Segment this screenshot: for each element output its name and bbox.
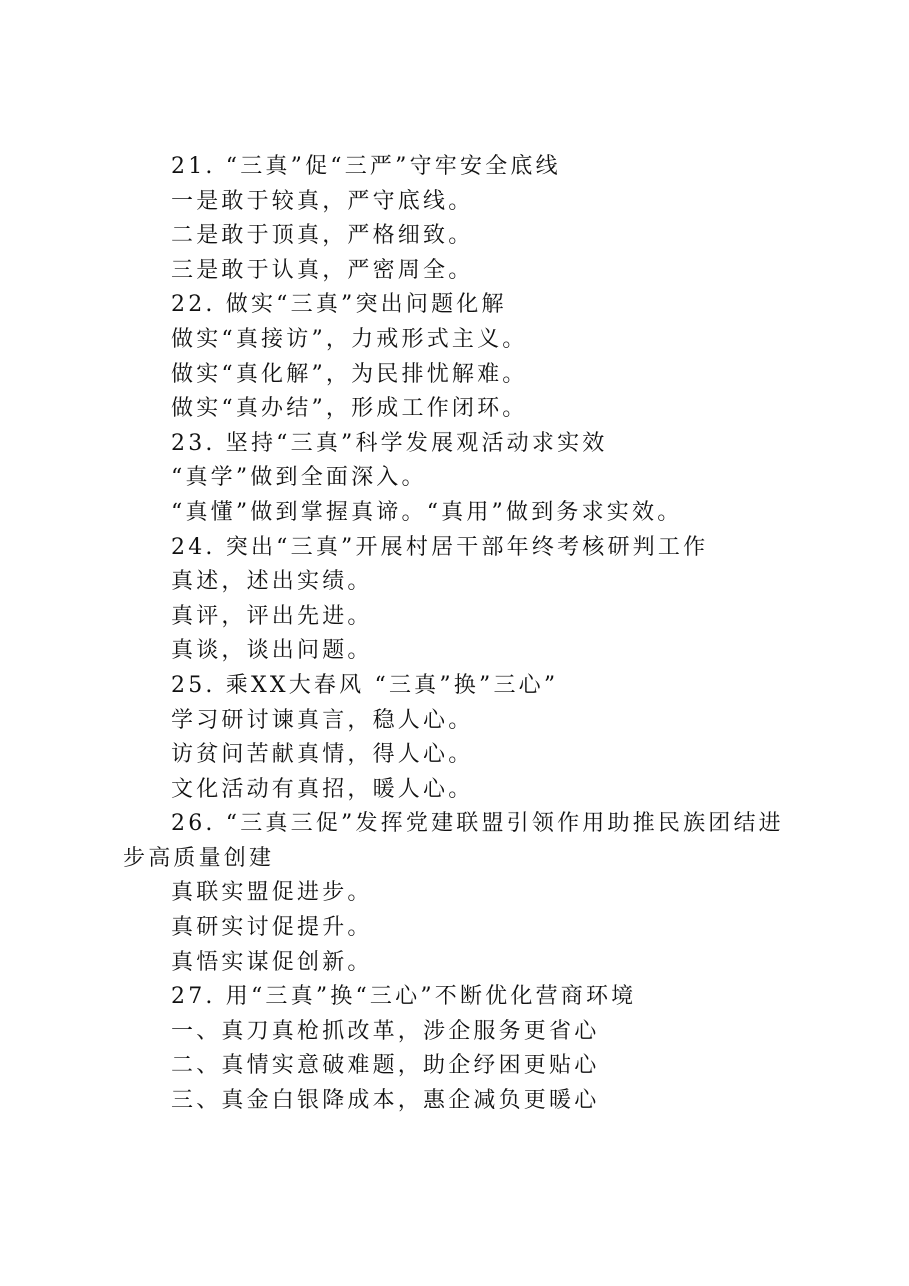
text-line: 真述，述出实绩。	[171, 569, 373, 595]
text-line: 访贫问苦献真情，得人心。	[171, 742, 474, 768]
text-line: 做实“真化解”，为民排忧解难。	[171, 361, 528, 387]
text-line: 一、真刀真枪抓改革，涉企服务更省心	[171, 1018, 600, 1044]
heading-23: 23. 坚持“三真”科学发展观活动求实效	[171, 430, 608, 456]
document-body	[123, 150, 803, 1119]
text-line: 真研实讨促提升。	[171, 915, 373, 941]
text-line: 真联实盟促进步。	[171, 880, 373, 906]
text-line: “真懂”做到掌握真谛。“真用”做到务求实效。	[171, 499, 683, 525]
text-line: 学习研讨谏真言，稳人心。	[171, 707, 474, 733]
text-line: 二是敢于顶真，严格细致。	[171, 223, 474, 249]
heading-27: 27. 用“三真”换“三心”不断优化营商环境	[171, 984, 637, 1010]
heading-21: 21. “三真”促“三严”守牢安全底线	[171, 154, 561, 179]
text-line: 做实“真办结”，形成工作闭环。	[171, 396, 528, 422]
heading-26: 26. “三真三促”发挥党建联盟引领作用助推民族团结进	[171, 811, 784, 837]
text-line: 真谈，谈出问题。	[171, 638, 373, 664]
text-line: 三是敢于认真，严密周全。	[171, 257, 474, 283]
heading-25: 25. 乘XX大春风 “三真”换”三心”	[171, 672, 559, 698]
text-line: 做实“真接访”，力戒形式主义。	[171, 326, 528, 352]
heading-22: 22. 做实“三真”突出问题化解	[171, 292, 507, 318]
heading-26-continuation: 步高质量创建	[123, 845, 275, 871]
heading-24: 24. 突出“三真”开展村居干部年终考核研判工作	[171, 534, 709, 560]
text-line: 真评，评出先进。	[171, 603, 373, 629]
text-line: 三、真金白银降成本，惠企减负更暖心	[171, 1088, 600, 1114]
text-line: 一是敢于较真，严守底线。	[171, 188, 474, 214]
text-line: 二、真情实意破难题，助企纾困更贴心	[171, 1053, 600, 1079]
text-line: 真悟实谋促创新。	[171, 949, 373, 975]
text-line: “真学”做到全面深入。	[171, 465, 427, 491]
text-line: 文化活动有真招，暖人心。	[171, 776, 474, 802]
